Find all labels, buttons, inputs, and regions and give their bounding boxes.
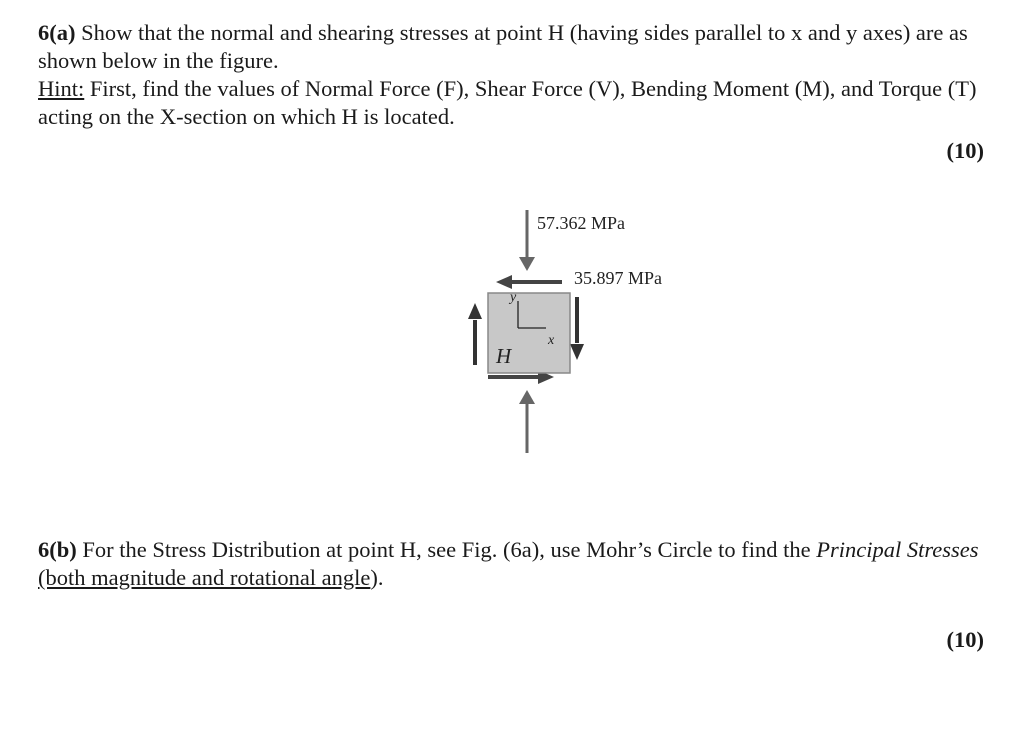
shear-stress-label: 35.897 MPa xyxy=(574,268,663,288)
top-shear-arrow-head xyxy=(496,275,512,289)
point-h-label: H xyxy=(496,344,512,368)
stress-element-figure xyxy=(450,205,710,460)
hint-label: Hint: xyxy=(38,76,85,101)
question-6a-marks: (10) xyxy=(946,138,984,163)
question-6b-text-3: ). xyxy=(370,565,384,590)
normal-stress-label: 57.362 MPa xyxy=(537,213,626,233)
question-6b xyxy=(38,536,1013,592)
top-normal-arrow-head xyxy=(519,257,535,271)
hint-text: First, find the values of Normal Force (F), Shear Force (V), Bending Moment (M), and Torque (T) acting on the X-section on which H is located. xyxy=(38,76,977,129)
question-6b-marks: (10) xyxy=(946,627,984,652)
question-6b-text-1: For the Stress Distribution at point H, see Fig. (6a), use Mohr’s Circle to find the xyxy=(76,537,817,562)
question-6a-text: Show that the normal and shearing stresses at point H (having sides parallel to x and y axes) are as shown below in the figure. xyxy=(38,20,968,73)
question-6a xyxy=(38,19,1013,131)
stress-element-diagram xyxy=(450,205,710,460)
right-shear-arrow-head xyxy=(570,344,584,360)
y-axis-label: y xyxy=(510,290,517,305)
left-shear-arrow-head xyxy=(468,303,482,319)
question-6a-number: 6(a) xyxy=(38,20,76,45)
question-6b-number: 6(b) xyxy=(38,537,77,562)
principal-stresses-term: Principal Stresses xyxy=(816,537,979,562)
bottom-normal-arrow-head xyxy=(519,390,535,404)
question-6b-underlined: (both magnitude and rotational angle xyxy=(38,565,371,590)
x-axis-label: x xyxy=(548,333,555,348)
